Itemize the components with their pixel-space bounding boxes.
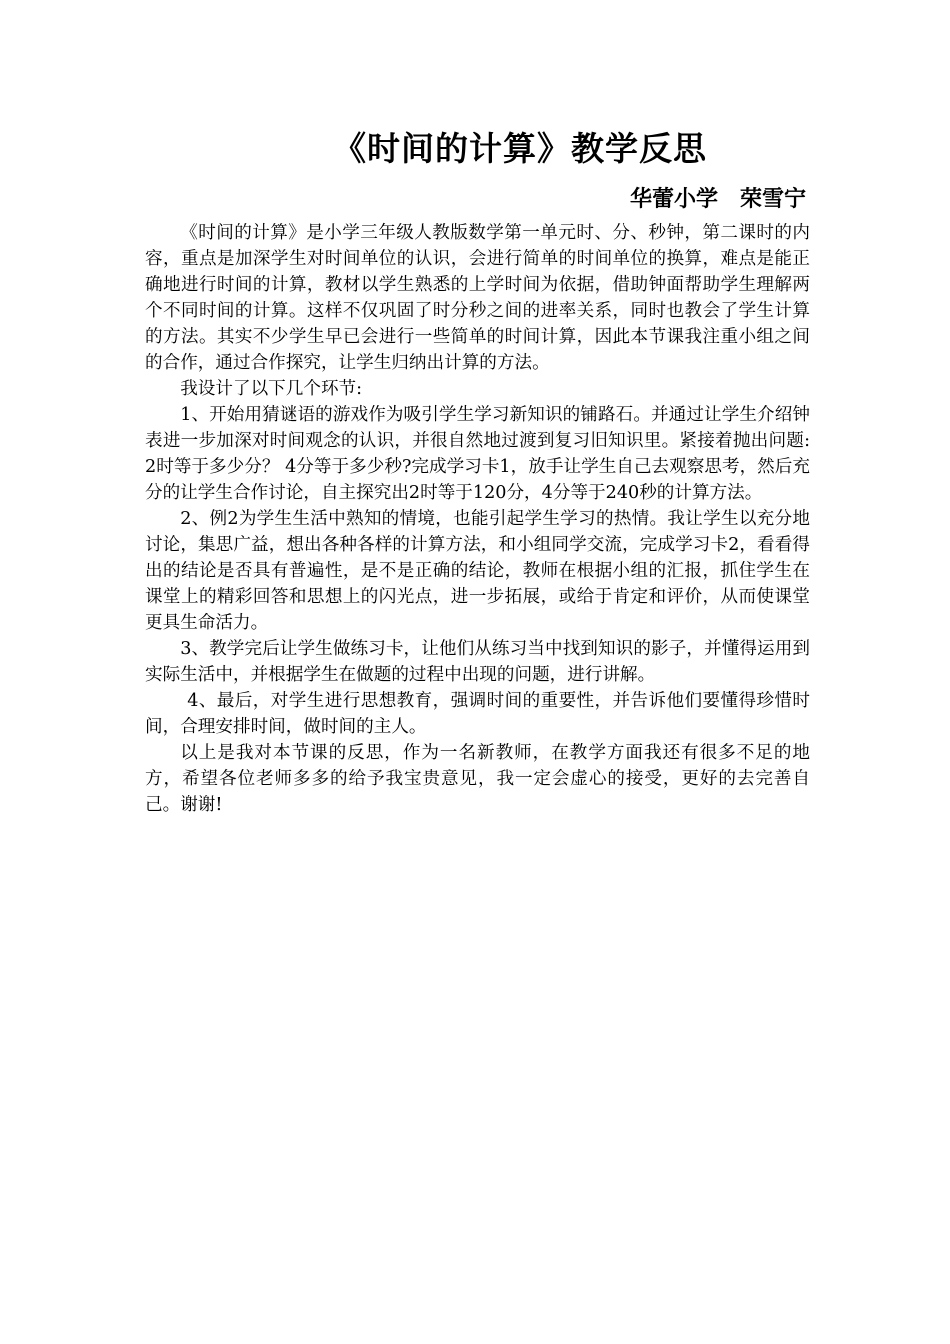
paragraph-conclusion: 以上是我对本节课的反思，作为一名新教师，在教学方面我还有很多不足的地方，希望各位老师多多的给予我宝贵意见，我一定会虚心的接受，更好的去完善自己。谢谢! xyxy=(145,743,810,815)
paragraph-step-1: 1、开始用猜谜语的游戏作为吸引学生学习新知识的铺路石。并通过让学生介绍钟表进一步加深对时间观念的认识，并很自然地过渡到复习旧知识里。紧接着抛出问题:2时等于多少分？ 4分等于多少秒?完成学习卡1，放手让学生自己去观察思考，然后充分的让学生合作讨论，自主探究出2时等于120分，4分等于240秒的计算方法。 xyxy=(145,405,810,503)
document-title: 《时间的计算》教学反思 xyxy=(333,129,707,168)
paragraph-step-2: 2、例2为学生生活中熟知的情境，也能引起学生学习的热情。我让学生以充分地讨论，集思广益，想出各种各样的计算方法，和小组同学交流，完成学习卡2，看看得出的结论是否具有普遍性，是不是正确的结论，教师在根据小组的汇报，抓住学生在课堂上的精彩回答和思想上的闪光点，进一步拓展，或给于肯定和评价，从而使课堂更具生命活力。 xyxy=(145,509,810,633)
paragraph-step-3: 3、教学完后让学生做练习卡，让他们从练习当中找到知识的影子，并懂得运用到实际生活中，并根据学生在做题的过程中出现的问题，进行讲解。 xyxy=(145,639,810,685)
paragraph-intro: 《时间的计算》是小学三年级人教版数学第一单元时、分、秒钟，第二课时的内容，重点是加深学生对时间单位的认识，会进行简单的时间单位的换算，难点是能正确地进行时间的计算，教材以学生熟悉的上学时间为依据，借助钟面帮助学生理解两个不同时间的计算。这样不仅巩固了时分秒之间的进率关系，同时也教会了学生计算的方法。其实不少学生早已会进行一些简单的时间计算，因此本节课我注重小组之间的合作，通过合作探究，让学生归纳出计算的方法。 xyxy=(145,223,810,373)
document-body xyxy=(145,220,810,818)
paragraph-step-4: 4、最后，对学生进行思想教育，强调时间的重要性，并告诉他们要懂得珍惜时间，合理安排时间，做时间的主人。 xyxy=(145,691,810,737)
paragraph-design-lead: 我设计了以下几个环节: xyxy=(180,379,363,399)
document-author: 华蕾小学 荣雪宁 xyxy=(629,187,806,212)
